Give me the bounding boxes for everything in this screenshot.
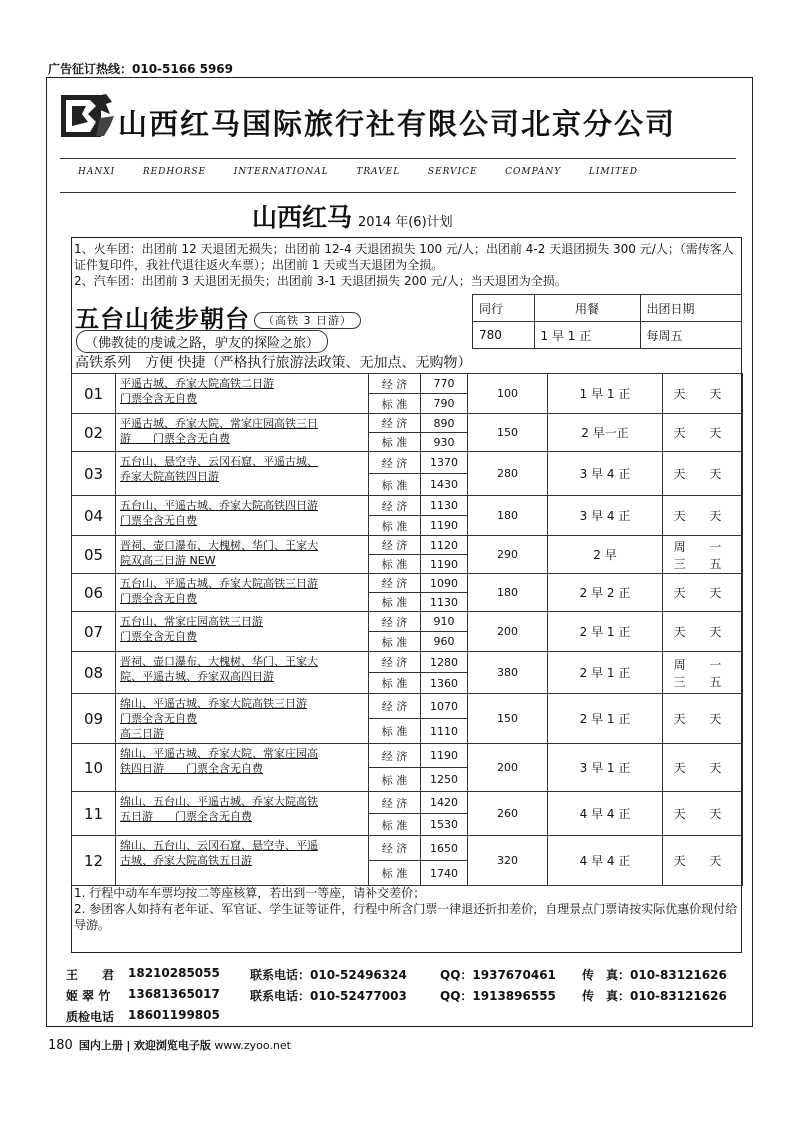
- route-line: 平遥古城、乔家大院、常家庄园高铁三日: [120, 417, 318, 430]
- summary-value: 1 早 1 正: [534, 322, 640, 349]
- standard-label: 标 准: [369, 632, 421, 652]
- tour-route: [116, 792, 369, 836]
- summary-header: 用餐: [534, 295, 640, 322]
- departure-days: [663, 612, 743, 652]
- standard-price: 1430: [421, 474, 468, 496]
- table-row: [72, 694, 743, 719]
- route-line: 游 门票全含无自费: [120, 432, 230, 445]
- route-line: 高三日游: [120, 727, 164, 740]
- departure-line: 天 天: [673, 467, 732, 481]
- departure-days: [663, 496, 743, 536]
- tour-route: [116, 836, 369, 886]
- economy-price: 1280: [421, 652, 468, 673]
- economy-label: 经 济: [369, 652, 421, 673]
- economy-price: 910: [421, 612, 468, 632]
- company-en-word: TRAVEL: [356, 167, 401, 177]
- child-price: 260: [468, 792, 548, 836]
- departure-line: 天 天: [673, 387, 732, 401]
- page-number: 180: [48, 1038, 73, 1053]
- table-row: [72, 452, 743, 474]
- notice-line: 1、火车团：出团前 12 天退团无损失；出团前 12-4 天退团损失 100 元/人；出团前 4-2 天退团损失 300 元/人；（需传客人证件复印件，我社代退往返火车票）；出团前 1 天或当天退团为全损。: [74, 242, 734, 272]
- summary-value: 780: [473, 322, 535, 349]
- child-price: 200: [468, 744, 548, 792]
- child-price: 320: [468, 836, 548, 886]
- meal-plan: 4 早 4 正: [548, 836, 663, 886]
- departure-days: [663, 792, 743, 836]
- summary-header: 同行: [473, 295, 535, 322]
- tour-number: 09: [72, 694, 116, 744]
- ad-hotline: 广告征订热线：010-5166 5969: [48, 62, 234, 76]
- standard-label: 标 准: [369, 814, 421, 836]
- economy-label: 经 济: [369, 374, 421, 394]
- table-row: [72, 652, 743, 673]
- horse-logo-icon: [60, 92, 116, 140]
- tour-route: [116, 496, 369, 536]
- meal-plan: 1 早 1 正: [548, 374, 663, 414]
- departure-days: [663, 452, 743, 496]
- contact-fax: 传 真：010-83121626: [582, 968, 727, 982]
- child-price: 100: [468, 374, 548, 414]
- featured-tag: （高铁 3 日游）: [254, 312, 361, 329]
- table-row: [72, 414, 743, 433]
- company-name-cn: 山西红马国际旅行社有限公司北京分公司: [118, 107, 677, 141]
- tour-number: 04: [72, 496, 116, 536]
- plan-title-sub: 2014 年(6)计划: [358, 215, 453, 230]
- tour-route: [116, 612, 369, 652]
- route-line: 绵山、五台山、云冈石窟、悬空寺、平遥: [120, 839, 318, 852]
- contact-mobile: 18601199805: [128, 1008, 220, 1022]
- route-line: 古城、乔家大院高铁五日游: [120, 854, 252, 867]
- economy-price: 1070: [421, 694, 468, 719]
- economy-price: 1650: [421, 836, 468, 861]
- economy-price: 1190: [421, 744, 468, 768]
- economy-label: 经 济: [369, 694, 421, 719]
- divider-top: [60, 158, 736, 159]
- child-price: 200: [468, 612, 548, 652]
- contact-qq: QQ：1937670461: [440, 968, 556, 982]
- tour-route: [116, 694, 369, 744]
- departure-days: [663, 652, 743, 694]
- route-line: 绵山、平遥古城、乔家大院、常家庄园高: [120, 747, 318, 760]
- contact-name: 质检电话: [66, 1010, 115, 1024]
- child-price: 180: [468, 574, 548, 612]
- footer-separator: |: [126, 1039, 131, 1052]
- footer-url[interactable]: www.zyoo.net: [214, 1039, 291, 1052]
- meal-plan: 3 早 4 正: [548, 452, 663, 496]
- table-row: [72, 574, 743, 593]
- notice-line: 2、汽车团：出团前 3 天退团无损失；出团前 3-1 天退团损失 200 元/人；当天退团为全损。: [74, 274, 567, 288]
- economy-price: 770: [421, 374, 468, 394]
- series-title: 高铁系列 方便 快捷（严格执行旅游法政策、无加点、无购物）: [75, 355, 472, 371]
- meal-plan: 2 早 2 正: [548, 574, 663, 612]
- company-en-word: SERVICE: [427, 167, 478, 177]
- tour-route: [116, 652, 369, 694]
- economy-label: 经 济: [369, 836, 421, 861]
- company-en-word: REDHORSE: [142, 167, 207, 177]
- departure-days: [663, 536, 743, 574]
- departure-line: 天 天: [673, 807, 732, 821]
- departure-line: 三 五: [673, 674, 732, 689]
- economy-label: 经 济: [369, 792, 421, 814]
- economy-price: 1370: [421, 452, 468, 474]
- tour-route: [116, 574, 369, 612]
- table-row: [72, 496, 743, 516]
- departure-days: [663, 744, 743, 792]
- standard-label: 标 准: [369, 474, 421, 496]
- contact-qq: QQ：1913896555: [440, 989, 556, 1003]
- page-footer: [48, 1037, 291, 1053]
- table-row: [72, 792, 743, 814]
- table-row: [72, 744, 743, 768]
- tour-number: 11: [72, 792, 116, 836]
- tour-route: [116, 744, 369, 792]
- tour-number: 03: [72, 452, 116, 496]
- standard-price: 1130: [421, 593, 468, 612]
- contact-list: [66, 966, 746, 1029]
- economy-label: 经 济: [369, 612, 421, 632]
- section-name: 国内上册: [78, 1039, 123, 1052]
- tour-number: 06: [72, 574, 116, 612]
- route-line: 乔家大院高铁四日游: [120, 470, 219, 483]
- meal-plan: 2 早 1 正: [548, 612, 663, 652]
- plan-title-main: 山西红马: [252, 203, 353, 232]
- economy-price: 1420: [421, 792, 468, 814]
- standard-price: 960: [421, 632, 468, 652]
- departure-line: 天 天: [673, 625, 732, 639]
- divider-bottom: [60, 192, 736, 193]
- departure-line: 周 一: [673, 539, 732, 554]
- economy-price: 890: [421, 414, 468, 433]
- standard-label: 标 准: [369, 433, 421, 452]
- company-en-word: HANXI: [78, 167, 116, 177]
- departure-days: [663, 414, 743, 452]
- meal-plan: 2 早 1 正: [548, 652, 663, 694]
- company-en-word: INTERNATIONAL: [233, 167, 329, 177]
- economy-label: 经 济: [369, 744, 421, 768]
- standard-label: 标 准: [369, 555, 421, 574]
- route-line: 绵山、平遥古城、乔家大院高铁三日游: [120, 697, 307, 710]
- route-line: 五日游 门票全含无自费: [120, 810, 252, 823]
- plan-title: [252, 198, 453, 234]
- route-line: 五台山、平遥古城、乔家大院高铁三日游: [120, 577, 318, 590]
- company-name-en: [78, 167, 638, 177]
- footnote-line: 1. 行程中动车车票均按二等座核算，若出到一等座，请补交差价；: [74, 886, 426, 900]
- departure-line: 天 天: [673, 426, 732, 440]
- standard-price: 1190: [421, 516, 468, 536]
- standard-label: 标 准: [369, 719, 421, 744]
- contact-mobile: 13681365017: [128, 987, 220, 1001]
- standard-label: 标 准: [369, 516, 421, 536]
- table-row: [72, 536, 743, 555]
- meal-plan: 3 早 4 正: [548, 496, 663, 536]
- departure-line: 天 天: [673, 586, 732, 600]
- company-en-word: COMPANY: [505, 167, 562, 177]
- table-row: [72, 836, 743, 861]
- summary-value: 每周五: [640, 322, 742, 349]
- contact-phone: 联系电话：010-52477003: [250, 989, 407, 1003]
- contact-row: [66, 1008, 746, 1029]
- route-line: 五台山、常家庄园高铁三日游: [120, 615, 263, 628]
- economy-price: 1130: [421, 496, 468, 516]
- economy-label: 经 济: [369, 574, 421, 593]
- meal-plan: 2 早 1 正: [548, 694, 663, 744]
- departure-days: [663, 694, 743, 744]
- route-line: 门票全含无自费: [120, 592, 197, 605]
- route-line: 晋祠、壶口瀑布、大槐树、华门、王家大: [120, 655, 318, 668]
- route-line: 平遥古城、乔家大院高铁二日游: [120, 377, 274, 390]
- departure-line: 天 天: [673, 712, 732, 726]
- standard-price: 1190: [421, 555, 468, 574]
- standard-price: 790: [421, 394, 468, 414]
- child-price: 290: [468, 536, 548, 574]
- tour-number: 12: [72, 836, 116, 886]
- economy-label: 经 济: [369, 496, 421, 516]
- tour-route: [116, 452, 369, 496]
- featured-tour-title: [75, 299, 361, 334]
- child-price: 150: [468, 414, 548, 452]
- meal-plan: 3 早 1 正: [548, 744, 663, 792]
- meal-plan: 2 早一正: [548, 414, 663, 452]
- standard-price: 930: [421, 433, 468, 452]
- departure-line: 周 一: [673, 657, 732, 672]
- contact-name: 姬 翠 竹: [66, 989, 111, 1003]
- meal-plan: 4 早 4 正: [548, 792, 663, 836]
- tour-route: [116, 414, 369, 452]
- standard-label: 标 准: [369, 593, 421, 612]
- contact-mobile: 18210285055: [128, 966, 220, 980]
- route-line: 门票全含无自费: [120, 712, 197, 725]
- route-line: 绵山、五台山、平遥古城、乔家大院高铁: [120, 795, 318, 808]
- departure-line: 天 天: [673, 761, 732, 775]
- route-line: 院双高三日游 NEW: [120, 554, 216, 567]
- tour-number: 05: [72, 536, 116, 574]
- economy-price: 1090: [421, 574, 468, 593]
- departure-line: 天 天: [673, 854, 732, 868]
- standard-label: 标 准: [369, 768, 421, 792]
- tour-number: 08: [72, 652, 116, 694]
- child-price: 180: [468, 496, 548, 536]
- standard-price: 1250: [421, 768, 468, 792]
- route-line: 五台山、悬空寺、云冈石窟、平遥古城、: [120, 455, 318, 468]
- route-line: 门票全含无自费: [120, 514, 197, 527]
- child-price: 280: [468, 452, 548, 496]
- contact-row: [66, 966, 746, 987]
- departure-line: 天 天: [673, 509, 732, 523]
- featured-subtitle: （佛教徒的虔诚之路，驴友的探险之旅）: [76, 330, 328, 353]
- economy-label: 经 济: [369, 414, 421, 433]
- tour-price-table: [71, 373, 743, 886]
- economy-label: 经 济: [369, 536, 421, 555]
- economy-price: 1120: [421, 536, 468, 555]
- footnotes: [74, 885, 738, 933]
- departure-days: [663, 574, 743, 612]
- table-row: [72, 612, 743, 632]
- route-line: 院、平遥古城、乔家双高四日游: [120, 670, 274, 683]
- summary-header: 出团日期: [640, 295, 742, 322]
- departure-line: 三 五: [673, 556, 732, 571]
- standard-label: 标 准: [369, 673, 421, 694]
- standard-price: 1360: [421, 673, 468, 694]
- route-line: 五台山、平遥古城、乔家大院高铁四日游: [120, 499, 318, 512]
- child-price: 150: [468, 694, 548, 744]
- route-line: 铁四日游 门票全含无自费: [120, 762, 263, 775]
- contact-name: 王 君: [66, 968, 115, 982]
- standard-label: 标 准: [369, 394, 421, 414]
- standard-label: 标 准: [369, 861, 421, 886]
- cancellation-notice: [74, 241, 738, 289]
- footer-tagline: 欢迎浏览电子版: [133, 1039, 211, 1052]
- route-line: 晋祠、壶口瀑布、大槐树、华门、王家大: [120, 539, 318, 552]
- table-row: [72, 374, 743, 394]
- standard-price: 1530: [421, 814, 468, 836]
- standard-price: 1740: [421, 861, 468, 886]
- tour-number: 10: [72, 744, 116, 792]
- footnote-line: 2. 参团客人如持有老年证、军官证、学生证等证件，行程中所含门票一律退还折扣差价，自理景点门票请按实际优惠价现付给导游。: [74, 902, 738, 932]
- tour-route: [116, 374, 369, 414]
- child-price: 380: [468, 652, 548, 694]
- meal-plan: 2 早: [548, 536, 663, 574]
- company-header: [60, 88, 740, 150]
- contact-phone: 联系电话：010-52496324: [250, 968, 407, 982]
- standard-price: 1110: [421, 719, 468, 744]
- contact-row: [66, 987, 746, 1008]
- tour-route: [116, 536, 369, 574]
- contact-fax: 传 真：010-83121626: [582, 989, 727, 1003]
- featured-title-text: 五台山徒步朝台: [75, 305, 250, 333]
- tour-number: 07: [72, 612, 116, 652]
- company-en-word: LIMITED: [588, 167, 638, 177]
- route-line: 门票全含无自费: [120, 630, 197, 643]
- featured-summary-table: [472, 294, 742, 349]
- departure-days: [663, 374, 743, 414]
- route-line: 门票全含无自费: [120, 392, 197, 405]
- economy-label: 经 济: [369, 452, 421, 474]
- tour-number: 02: [72, 414, 116, 452]
- tour-number: 01: [72, 374, 116, 414]
- departure-days: [663, 836, 743, 886]
